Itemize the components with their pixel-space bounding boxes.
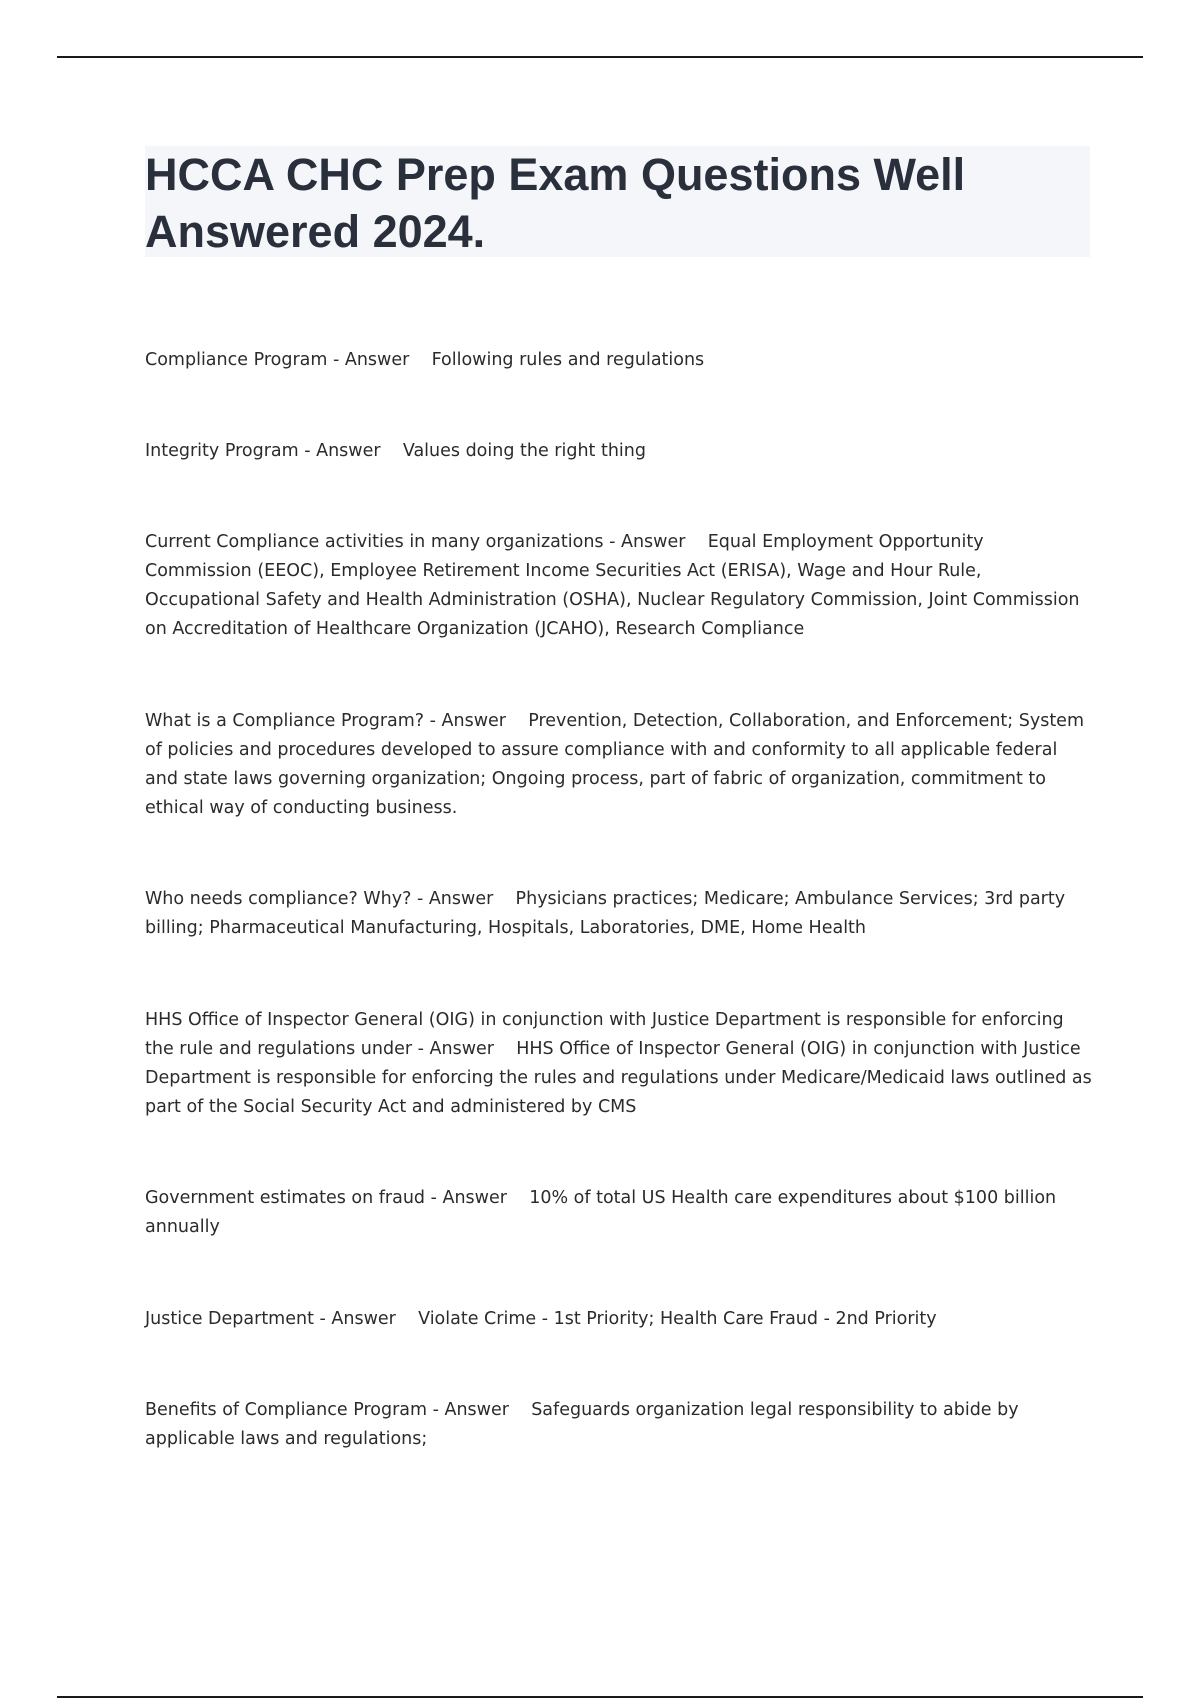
question-text: Government estimates on fraud — [145, 1188, 426, 1208]
qa-item — [145, 707, 1095, 823]
question-text: Who needs compliance? Why? — [145, 889, 412, 909]
answer-separator: - Answer — [425, 1188, 530, 1208]
answer-separator: - Answer — [313, 1309, 419, 1329]
qa-item — [145, 1006, 1095, 1122]
question-text: Justice Department — [145, 1309, 314, 1329]
answer-text: 10% of total US Health care expenditures about $100 billion annually — [145, 1188, 1057, 1237]
answer-text: Physicians practices; Medicare; Ambulance Services; 3rd party billing; Pharmaceutical Manufacturing, Hospitals, Laboratories, DME, Home Health — [145, 889, 1066, 938]
answer-separator: - Answer — [427, 1400, 532, 1420]
question-text: Compliance Program — [145, 350, 328, 370]
answer-text: Values doing the right thing — [402, 441, 646, 461]
top-divider — [57, 56, 1143, 58]
answer-text: Safeguards organization legal responsibility to abide by applicable laws and regulations; — [145, 1400, 1019, 1449]
title-block — [145, 146, 1090, 257]
answer-separator: - Answer — [298, 441, 403, 461]
document-title: HCCA CHC Prep Exam Questions Well Answered 2024. — [145, 149, 966, 257]
answer-separator: - Answer — [603, 532, 708, 552]
qa-item — [145, 885, 1095, 943]
answer-text: Violate Crime - 1st Priority; Health Care Fraud - 2nd Priority — [418, 1309, 937, 1329]
answer-separator: - Answer — [412, 1039, 517, 1059]
qa-item — [145, 346, 1095, 375]
bottom-divider — [57, 1696, 1143, 1698]
question-text: Benefits of Compliance Program — [145, 1400, 428, 1420]
qa-item — [145, 1184, 1095, 1242]
answer-separator: - Answer — [327, 350, 432, 370]
qa-item — [145, 1396, 1095, 1454]
question-text: HHS Office of Inspector General (OIG) in conjunction with Justice Department is responsible for enforcing the rule and regulations under — [145, 1010, 1064, 1059]
question-text: What is a Compliance Program? — [145, 711, 425, 731]
qa-item — [145, 528, 1095, 644]
answer-text: Prevention, Detection, Collaboration, and Enforcement; System of policies and procedures developed to assure compliance with and conformity to all applicable federal and state laws governing organization; Ongoing process, part of fabric of organization, commitment to ethical way of conducting business. — [145, 711, 1084, 818]
answer-separator: - Answer — [424, 711, 529, 731]
question-text: Current Compliance activities in many organizations — [145, 532, 604, 552]
qa-item — [145, 1305, 1095, 1334]
answer-text: Following rules and regulations — [431, 350, 705, 370]
answer-text: HHS Office of Inspector General (OIG) in conjunction with Justice Department is responsible for enforcing the rules and regulations under Medicare/Medicaid laws outlined as part of the Social Security Act and administered by CMS — [145, 1039, 1092, 1117]
answer-separator: - Answer — [411, 889, 516, 909]
answer-text: Equal Employment Opportunity Commission (EEOC), Employee Retirement Income Securities Act (ERISA), Wage and Hour Rule, Occupational Safety and Health Administration (OSHA), Nuclear Regulatory Commission, Joint Commission on Accreditation of Healthcare Organization (JCAHO), Research Compliance — [145, 532, 1080, 639]
qa-item — [145, 437, 1095, 466]
question-text: Integrity Program — [145, 441, 299, 461]
